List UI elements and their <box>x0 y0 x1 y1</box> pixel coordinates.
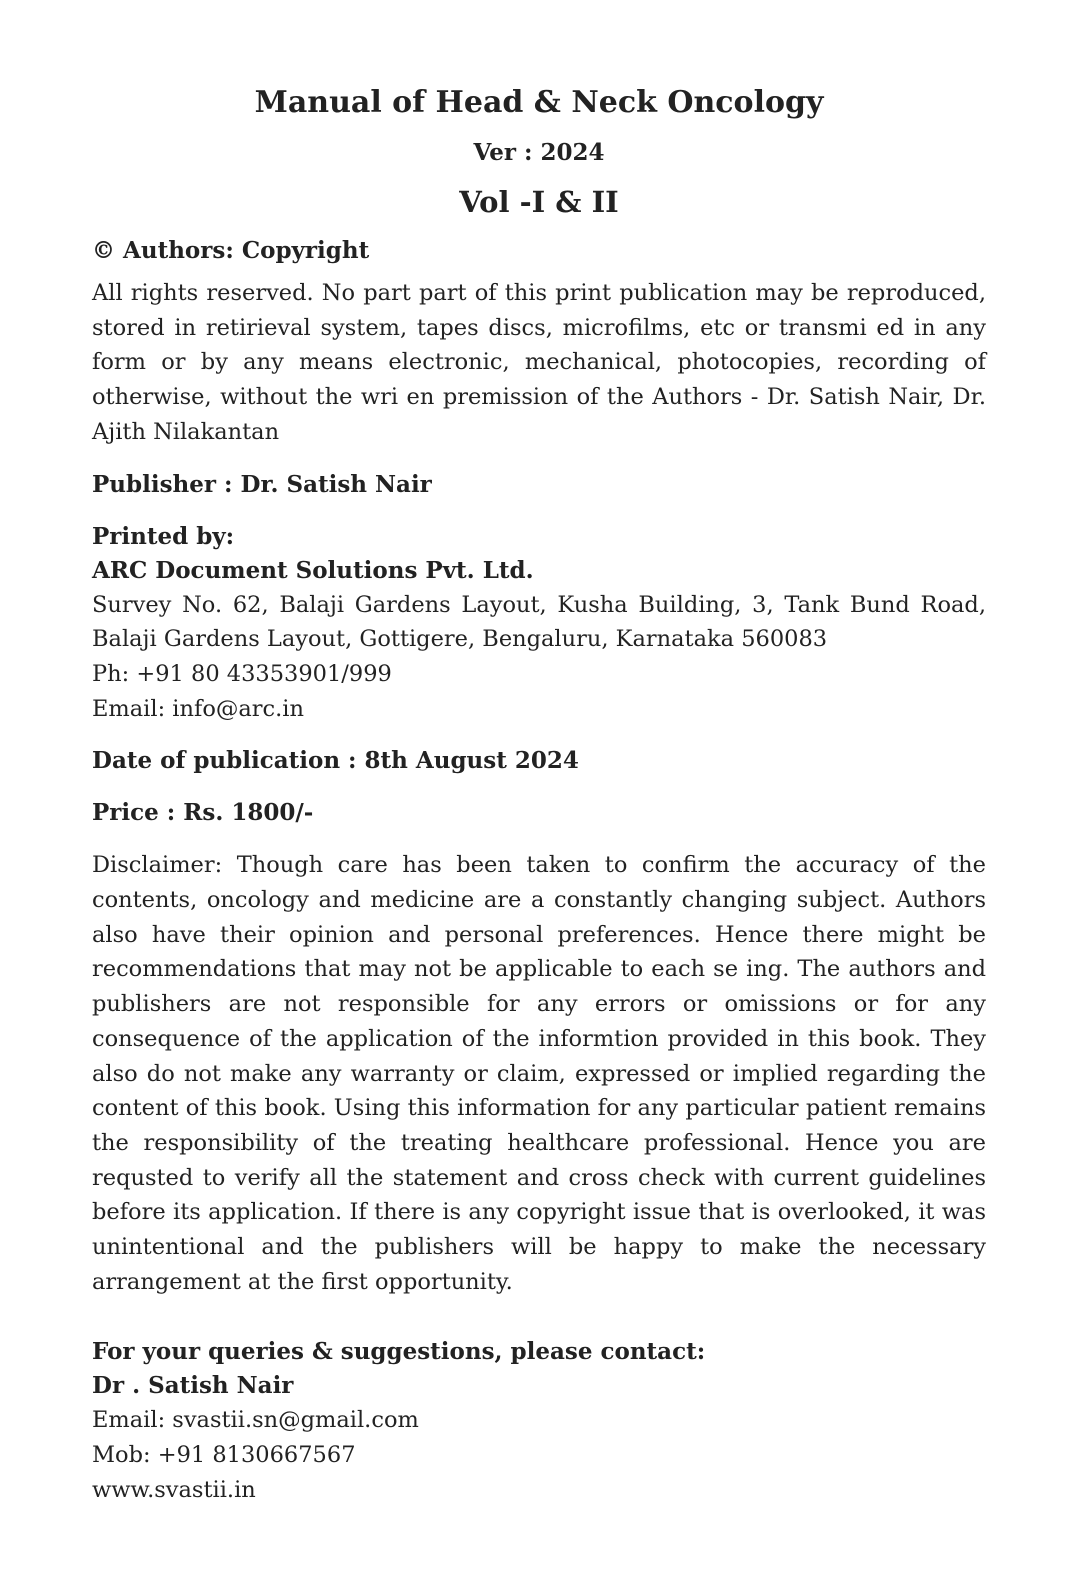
printer-name: ARC Document Solutions Pvt. Ltd. <box>92 556 534 584</box>
copyright-text: All rights reserved. No part part of this print publication may be reproduced, stored in retirieval system, tapes discs, microfilms, etc or transmi ed in any form or by any means electronic, mechanical, photocopies, recording of otherwise, without the wri en premission of the Authors - Dr. Satish Nair, Dr. Ajith Nilakantan <box>92 280 986 445</box>
printer-phone: Ph: +91 80 43353901/999 <box>92 660 392 687</box>
publisher-line: Publisher : Dr. Satish Nair <box>92 470 432 498</box>
contact-email: Email: svastii.sn@gmail.com <box>92 1407 419 1434</box>
contact-name: Dr . Satish Nair <box>92 1372 294 1400</box>
printer-section <box>92 520 986 727</box>
disclaimer-text: Disclaimer: Though care has been taken to confirm the accuracy of the contents, oncology and medicine are a constantly changing subject. Authors also have their opinion and personal preferences. Hence there might be recommendations that may not be applicable to each se ing. The authors and publishers are not responsible for any errors or omissions or for any consequence of the application of the informtion provided in this book. They also do not make any warranty or claim, expressed or implied regarding the content of this book. Using this information for any particular patient remains the responsibility of the treating healthcare professional. Hence you are requsted to verify all the statement and cross check with current guidelines before its application. If there is any copyright issue that is overlooked, it was unintentional and the publishers will be happy to make the necessary arrangement at the first opportunity. <box>92 852 986 1295</box>
version-label: Ver : 2024 <box>473 139 605 166</box>
publication-date: Date of publication : 8th August 2024 <box>92 747 579 775</box>
contact-mobile: Mob: +91 8130667567 <box>92 1442 356 1469</box>
copyright-heading: © Authors: Copyright <box>92 237 370 264</box>
contact-website: www.svastii.in <box>92 1476 256 1503</box>
printer-address: Survey No. 62, Balaji Gardens Layout, Kusha Building, 3, Tank Bund Road, Balaji Gardens Layout, Gottigere, Bengaluru, Karnataka 560083 <box>92 591 986 653</box>
printer-heading: Printed by: <box>92 522 235 550</box>
book-title: Manual of Head & Neck Oncology <box>254 85 824 120</box>
contact-heading: For your queries & suggestions, please contact: <box>92 1338 706 1366</box>
volume-label: Vol -I & II <box>459 185 619 219</box>
printer-email: Email: info@arc.in <box>92 695 304 722</box>
contact-section <box>92 1335 986 1507</box>
copyright-section <box>92 234 986 450</box>
price-line: Price : Rs. 1800/- <box>92 799 314 827</box>
